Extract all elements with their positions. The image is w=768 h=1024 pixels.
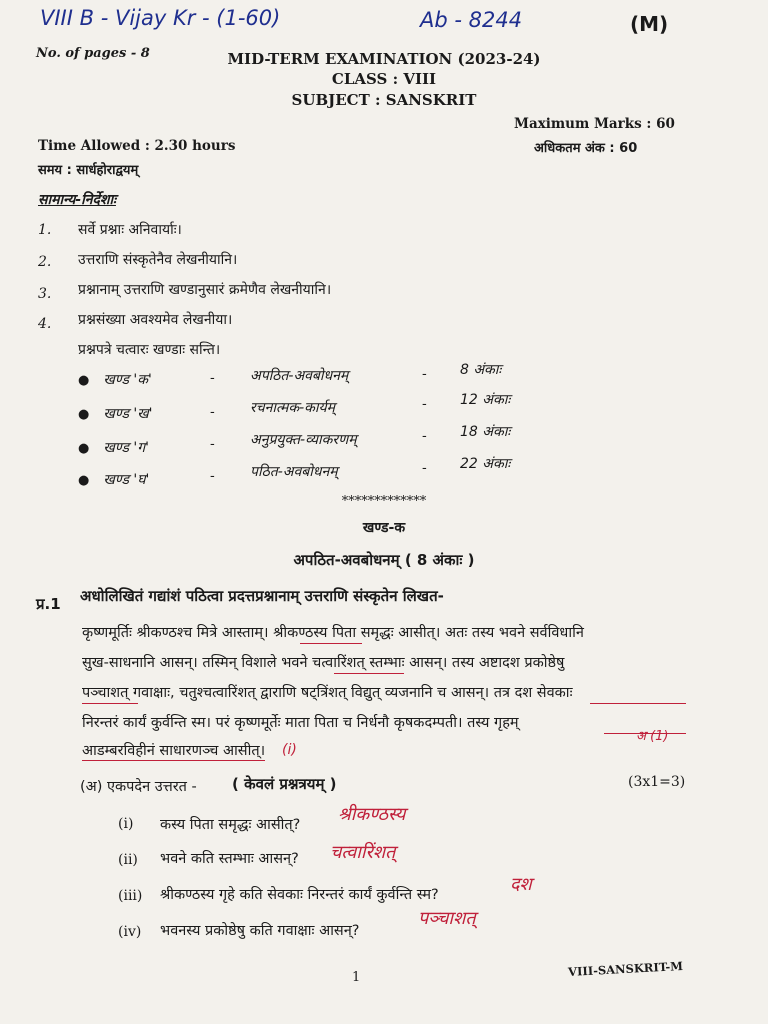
q1-number: प्र.1 xyxy=(36,595,61,613)
section-marks-2: 12 अंकाः xyxy=(460,392,511,408)
passage-line-5: आडम्बरविहीनं साधारणञ्च आसीत्। xyxy=(82,740,265,761)
dash: - xyxy=(422,460,427,476)
instruction-text-4: प्रश्नसंख्या अवश्यमेव लेखनीया। xyxy=(78,312,233,328)
max-marks-hindi: अधिकतम अंक : 60 xyxy=(534,141,638,156)
dash: - xyxy=(422,396,427,412)
section-title-4: पठित-अवबोधनम् xyxy=(250,464,338,480)
time-allowed: Time Allowed : 2.30 hours xyxy=(38,138,236,154)
stars-divider: ************* xyxy=(341,494,427,509)
passage-line-4: निरन्तरं कार्यं कुर्वन्ति स्म। परं कृष्णमूर्तेः माता पिता च निर्धनौ कृषकदम्पती। तस्य गृहम् xyxy=(82,715,519,731)
section-marks-3: 18 अंकाः xyxy=(460,424,511,440)
dash: - xyxy=(210,370,215,386)
q-num-i: (i) xyxy=(118,816,134,832)
page-count: No. of pages - 8 xyxy=(36,46,150,61)
red-underline-mark xyxy=(334,673,404,674)
section-a-title: खण्ड-क xyxy=(362,520,406,536)
red-underline-mark xyxy=(300,643,362,644)
instruction-num-4: 4. xyxy=(38,316,52,332)
section-name-2: ● खण्ड 'ख' xyxy=(78,404,153,423)
handwritten-student-info: VIII B - Vijay Kr - (1-60) xyxy=(40,6,281,30)
paper-code: VIII-SANSKRIT-M xyxy=(567,959,684,979)
q-text-iii: श्रीकण्ठस्य गृहे कति सेवकाः निरन्तरं कार्यं कुर्वन्ति स्म? xyxy=(160,887,439,903)
q1-prompt: अधोलिखितं गद्यांशं पठित्वा प्रदत्तप्रश्नानाम् उत्तराणि संस्कृतेन लिखत- xyxy=(80,587,444,605)
instruction-num-2: 2. xyxy=(38,254,52,270)
red-underline-mark xyxy=(590,703,686,704)
q-num-iii: (iii) xyxy=(118,888,143,904)
red-underline-mark xyxy=(82,703,138,704)
margin-mark-2: अ (1) xyxy=(636,729,669,744)
instruction-text-2: उत्तराणि संस्कृतेनैव लेखनीयानि। xyxy=(78,252,238,268)
instruction-text-3: प्रश्नानाम् उत्तराणि खण्डानुसारं क्रमेणैव लेखनीयानि। xyxy=(78,282,332,298)
exam-title: MID-TERM EXAMINATION (2023-24) xyxy=(227,50,541,68)
section-title-2: रचनात्मक-कार्यम् xyxy=(250,400,335,416)
passage-line-3: पञ्चाशत् गवाक्षाः, चतुश्चत्वारिंशत् द्वाराणि षट्त्रिंशत् विद्युत् व्यजनानि च आसन्। तत्र दश सेवकाः xyxy=(82,685,573,701)
set-code: (M) xyxy=(630,12,669,36)
subject-title: SUBJECT : SANSKRIT xyxy=(291,91,477,109)
instruction-num-3: 3. xyxy=(38,286,52,302)
section-title-1: अपठित-अवबोधनम् xyxy=(250,368,349,384)
class-title: CLASS : VIII xyxy=(331,70,437,88)
instruction-text-1: सर्वे प्रश्नाः अनिवार्याः। xyxy=(78,222,182,238)
section-name-3: ● खण्ड 'ग' xyxy=(78,438,149,457)
section-marks-4: 22 अंकाः xyxy=(460,456,511,472)
q-text-ii: भवने कति स्तम्भाः आसन्? xyxy=(160,851,299,867)
dash: - xyxy=(210,404,215,420)
handwritten-roll-code: Ab - 8244 xyxy=(420,8,523,32)
section-marks-1: 8 अंकाः xyxy=(460,362,502,378)
q-num-ii: (ii) xyxy=(118,852,138,868)
dash: - xyxy=(422,428,427,444)
section-title-3: अनुप्रयुक्त-व्याकरणम् xyxy=(250,432,357,448)
section-name-4: ● खण्ड 'घ' xyxy=(78,470,149,489)
section-name-1: ● खण्ड 'क' xyxy=(78,370,152,389)
part-a-label: (अ) एकपदेन उत्तरत - xyxy=(80,779,197,795)
sections-intro: प्रश्नपत्रे चत्वारः खण्डाः सन्ति। xyxy=(78,342,221,358)
q-num-iv: (iv) xyxy=(118,924,142,940)
dash: - xyxy=(210,468,215,484)
dash: - xyxy=(422,366,427,382)
instruction-num-1: 1. xyxy=(38,222,52,238)
time-allowed-hindi: समय : सार्धहोराद्वयम् xyxy=(38,163,139,178)
answer-iii: दश xyxy=(510,874,532,895)
answer-iv: पञ्चाशत् xyxy=(418,908,476,929)
margin-mark-1: (i) xyxy=(282,742,297,758)
q-text-i: कस्य पिता समृद्धः आसीत्? xyxy=(160,817,301,833)
part-a-marks: (3x1=3) xyxy=(628,774,686,790)
max-marks: Maximum Marks : 60 xyxy=(514,116,675,132)
instructions-title: सामान्य-निर्देशाः xyxy=(38,192,116,208)
section-a-subtitle: अपठित-अवबोधनम् ( 8 अंकाः ) xyxy=(293,551,475,569)
answer-ii: चत्वारिंशत् xyxy=(330,842,396,863)
page-number: 1 xyxy=(352,970,361,985)
answer-i: श्रीकण्ठस्य xyxy=(338,804,406,825)
passage-line-2: सुख-साधनानि आसन्। तस्मिन् विशाले भवने चत्वारिंशत् स्तम्भाः आसन्। तस्य अष्टादश प्रकोष्ठेषु xyxy=(82,655,565,671)
q-text-iv: भवनस्य प्रकोष्ठेषु कति गवाक्षाः आसन्? xyxy=(160,923,360,939)
dash: - xyxy=(210,436,215,452)
part-a-note: ( केवलं प्रश्नत्रयम् ) xyxy=(232,775,337,793)
passage-line-1: कृष्णमूर्तिः श्रीकण्ठश्च मित्रे आस्ताम्। श्रीकण्ठस्य पिता समृद्धः आसीत्। अतः तस्य भवने सर्वविधानि xyxy=(82,625,584,641)
